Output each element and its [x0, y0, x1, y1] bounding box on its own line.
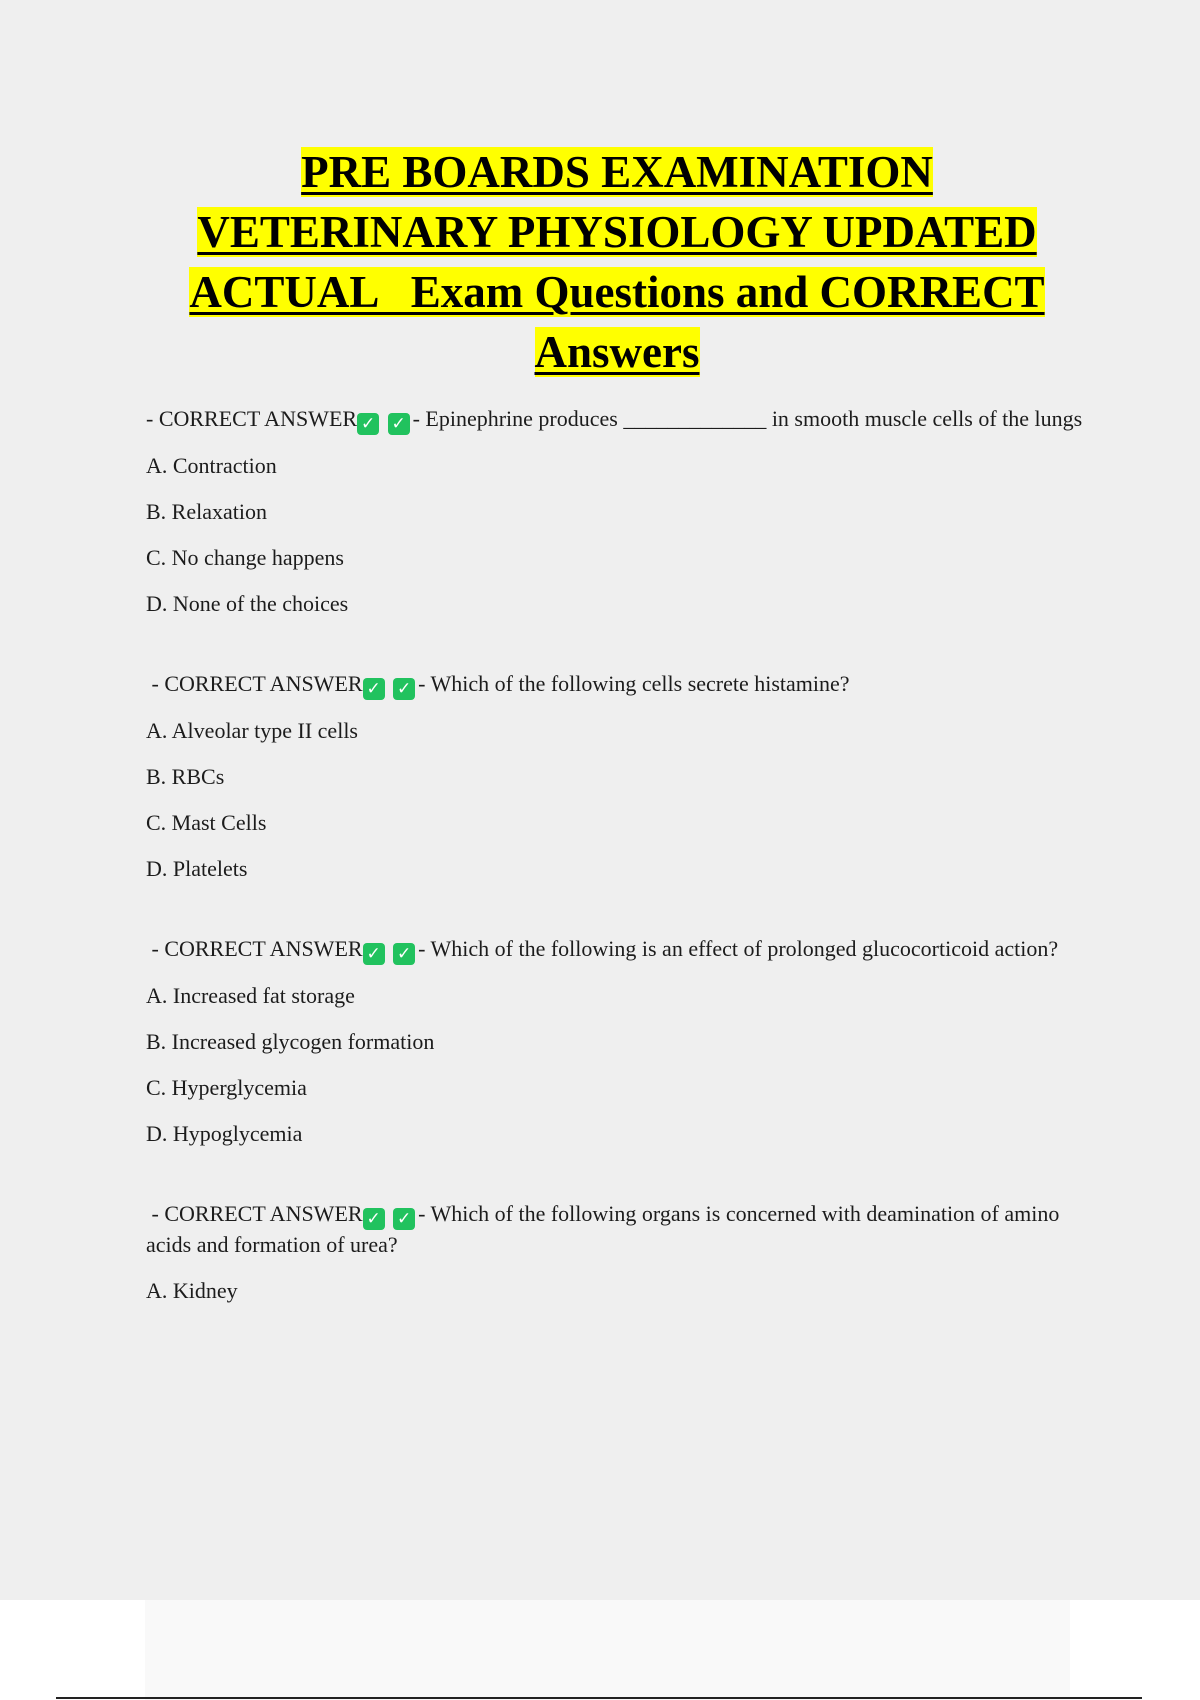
answer-option: D. Hypoglycemia	[146, 1121, 303, 1146]
answer-option: B. RBCs	[146, 764, 225, 789]
answer-option: D. None of the choices	[146, 591, 349, 616]
answer-option: C. Mast Cells	[146, 810, 267, 835]
answer-option: B. Increased glycogen formation	[146, 1029, 435, 1054]
answer-option: A. Contraction	[146, 453, 277, 478]
correct-answer-label: - CORRECT ANSWER	[146, 936, 363, 961]
correct-answer-label: - CORRECT ANSWER	[146, 671, 363, 696]
check-icon: ✓	[388, 413, 410, 435]
question-prompt: - Epinephrine produces _____________ in smooth muscle cells of the lungs	[412, 406, 1083, 431]
footer-area	[145, 1600, 1070, 1700]
check-icon: ✓	[357, 413, 379, 435]
answer-option: D. Platelets	[146, 856, 248, 881]
check-icon: ✓	[363, 943, 385, 965]
title-line-2: VETERINARY PHYSIOLOGY UPDATED	[197, 207, 1037, 257]
check-icon: ✓	[363, 1208, 385, 1230]
question-block	[146, 934, 1086, 1149]
answer-option: A. Increased fat storage	[146, 983, 355, 1008]
title-line-1: PRE BOARDS EXAMINATION	[301, 147, 933, 197]
question-block	[146, 669, 1086, 884]
question-prompt: - Which of the following is an effect of prolonged glucocorticoid action?	[418, 936, 1059, 961]
answer-option: C. Hyperglycemia	[146, 1075, 307, 1100]
question-block	[146, 404, 1086, 619]
question-prompt: - Which of the following organs is concerned with deamination of amino acids and formation of urea?	[146, 1201, 1060, 1257]
answer-option: C. No change happens	[146, 545, 344, 570]
document-title	[120, 142, 1114, 382]
correct-answer-label: - CORRECT ANSWER	[146, 1201, 363, 1226]
title-line-4: Answers	[534, 327, 700, 377]
question-text	[146, 404, 1086, 435]
check-icon: ✓	[393, 1208, 415, 1230]
check-icon: ✓	[393, 943, 415, 965]
check-icon: ✓	[363, 678, 385, 700]
title-line-3: ACTUAL Exam Questions and CORRECT	[189, 267, 1045, 317]
answer-option: A. Alveolar type II cells	[146, 718, 358, 743]
question-text	[146, 1199, 1086, 1260]
check-icon: ✓	[393, 678, 415, 700]
footer-divider	[56, 1697, 1142, 1699]
question-block	[146, 1199, 1086, 1306]
question-text	[146, 934, 1086, 965]
answer-option: B. Relaxation	[146, 499, 267, 524]
question-list	[146, 404, 1086, 1322]
question-text	[146, 669, 1086, 700]
answer-option: A. Kidney	[146, 1278, 238, 1303]
correct-answer-label: - CORRECT ANSWER	[146, 406, 358, 431]
question-prompt: - Which of the following cells secrete histamine?	[418, 671, 850, 696]
